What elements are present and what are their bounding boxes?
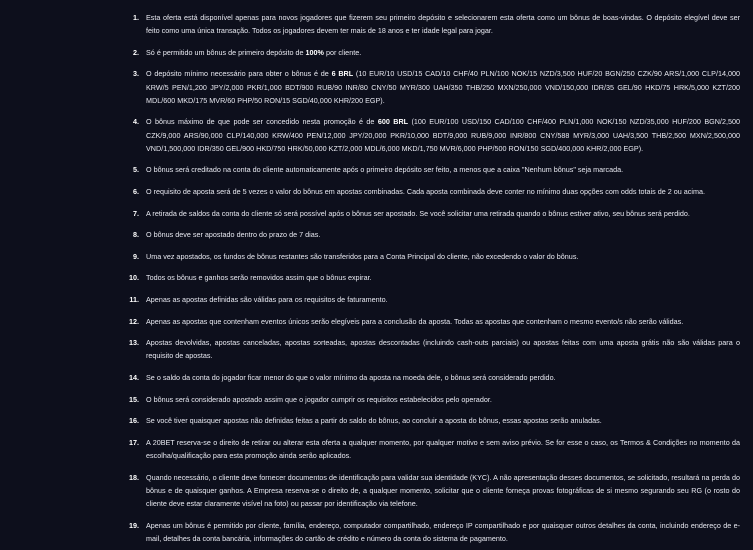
term-text: [146, 250, 740, 263]
term-text-emphasis: 100%: [305, 47, 324, 57]
term-text: [146, 207, 740, 220]
term-item: [0, 293, 753, 306]
term-text-segment: O bônus será considerado apostado assim que o jogador cumprir os requisitos estabelecidos pelo operador.: [146, 394, 492, 404]
term-number: 7.: [132, 208, 139, 218]
term-text-segment: O bônus máximo de que pode ser concedido nesta promoção é de: [146, 117, 378, 127]
term-item: [0, 163, 753, 176]
term-text: [146, 228, 740, 241]
term-text-segment: (10 EUR/10 USD/15 CAD/10 CHF/40 PLN/100 NOK/15 NZD/3,500 HUF/20 BGN/250 CZK/90 ARS/1,000 CLP/14,000 KRW/5 PEN/1,200 JPY/2,000 PKR/1,000 BDT/900 RUB/90 INR/80 CNY/50 MYR/300 UAH/350 THB/250 MXN/250,000 VND/150,000 IDR/35 GEL/90 HKD/75 HRK/5,000 KZT/200 MDL/600 MKD/175 MVR/60 PHP/50 RON/15 SGD/40,000 KHR/200 EGP).: [146, 69, 740, 105]
term-item: [0, 519, 753, 545]
term-number: 10.: [128, 273, 139, 283]
term-item: [0, 336, 753, 362]
term-text-segment: O bônus deve ser apostado dentro do prazo de 7 dias.: [146, 230, 321, 240]
term-text-segment: O requisito de aposta será de 5 vezes o valor do bônus em apostas combinadas. Cada aposta combinada deve conter no mínimo duas opções com odds totais de 2 ou acima.: [146, 186, 706, 196]
term-item: [0, 315, 753, 328]
term-text: [146, 519, 740, 545]
term-number: 5.: [132, 165, 139, 175]
term-text: [146, 471, 740, 511]
term-text: [146, 67, 740, 107]
term-number: 3.: [132, 69, 139, 79]
term-text-emphasis: 600 BRL: [377, 117, 409, 127]
term-text: [146, 393, 740, 406]
term-number: 1.: [132, 13, 139, 22]
term-number: 6.: [132, 186, 139, 196]
term-item: [0, 414, 753, 427]
term-text: [146, 11, 740, 37]
term-text-segment: Quando necessário, o cliente deve fornecer documentos de identificação para validar sua identidade (KYC). A não apresentação desses documentos, se solicitado, resultará na perda do bônus e de quaisquer ganhos. A Empresa reserva-se o direito de, a qualquer momento, solicitar que o cliente forneça provas fotográficas de si mesmo segurando seu RG (o rosto do cliente deve estar claramente visível na foto) ou passar por identificação via telefone.: [146, 472, 740, 508]
term-item: [0, 115, 753, 155]
term-number: 15.: [128, 394, 139, 404]
term-text: [146, 163, 740, 176]
term-item: [0, 46, 753, 59]
term-text: [146, 46, 740, 59]
term-text-segment: por cliente.: [323, 47, 362, 57]
term-text-segment: O bônus será creditado na conta do cliente automaticamente após o primeiro depósito ser feito, a menos que a caixa "Nenhum bônus" seja marcada.: [146, 165, 624, 175]
term-item: [0, 371, 753, 384]
term-number: 8.: [132, 230, 139, 240]
term-text-segment: Esta oferta está disponível apenas para novos jogadores que fizerem seu primeiro depósito e selecionarem esta oferta como um bônus de boas-vindas. O depósito elegível deve ser feito como uma única transação. Todos os jogadores devem ter mais de 18 anos e ter idade legal para jogar.: [146, 13, 740, 36]
term-text-segment: Se o saldo da conta do jogador ficar menor do que o valor mínimo da aposta na moeda dele, o bônus será considerado perdido.: [146, 372, 556, 382]
term-number: 17.: [128, 437, 139, 447]
term-text-segment: Apostas devolvidas, apostas canceladas, apostas sorteadas, apostas descontadas (incluindo cash-outs parciais) ou apostas feitas com uma aposta grátis não são válidas para o requisito de apostas.: [146, 338, 740, 361]
term-item: [0, 393, 753, 406]
term-text-segment: O depósito mínimo necessário para obter o bônus é de: [146, 69, 332, 79]
term-text: [146, 185, 740, 198]
term-text-emphasis: 6 BRL: [331, 69, 354, 79]
term-number: 19.: [128, 520, 139, 530]
term-item: [0, 185, 753, 198]
term-item: [0, 207, 753, 220]
term-number: 12.: [128, 316, 139, 326]
term-text-segment: (100 EUR/100 USD/150 CAD/100 CHF/400 PLN/1,000 NOK/150 NZD/35,000 HUF/200 BGN/2,500 CZK/9,000 ARS/90,000 CLP/140,000 KRW/400 PEN/12,000 JPY/20,000 PKR/10,000 BDT/9,000 RUB/9,000 INR/800 CNY/588 MYR/3,000 UAH/3,500 THB/2,500 MXN/2,500,000 VND/1,500,000 IDR/350 GEL/900 HKD/750 HRK/50,000 KZT/2,000 MDL/6,000 MKD/1,750 MVR/6,000 PHP/500 RON/150 SGD/400,000 KHR/2,000 EGP).: [146, 117, 740, 153]
term-text: [146, 336, 740, 362]
term-text: [146, 436, 740, 462]
term-number: 4.: [132, 117, 139, 127]
term-text: [146, 371, 740, 384]
term-text-segment: Só é permitido um bônus de primeiro depósito de: [146, 47, 306, 57]
term-item: [0, 11, 753, 37]
term-number: 16.: [128, 416, 139, 426]
term-number: 13.: [128, 338, 139, 348]
term-text-segment: Apenas as apostas definidas são válidas para os requisitos de faturamento.: [146, 294, 388, 304]
term-number: 18.: [128, 472, 139, 482]
term-text: [146, 315, 740, 328]
term-number: 11.: [129, 294, 139, 304]
term-item: [0, 228, 753, 241]
term-item: [0, 250, 753, 263]
term-item: [0, 436, 753, 462]
term-number: 14.: [128, 372, 139, 382]
term-item: [0, 271, 753, 284]
term-item: [0, 471, 753, 511]
term-text: [146, 115, 740, 155]
term-text-segment: A 20BET reserva-se o direito de retirar ou alterar esta oferta a qualquer momento, por qualquer motivo e sem aviso prévio. Se for esse o caso, os Termos & Condições no momento da escolha/qualificação para esta promoção ainda serão aplicados.: [146, 437, 740, 460]
term-text-segment: Uma vez apostados, os fundos de bônus restantes são transferidos para a Conta Principal do cliente, não excedendo o valor do bônus.: [146, 251, 579, 261]
term-text-segment: Apenas as apostas que contenham eventos únicos serão elegíveis para a conclusão da aposta. Todas as apostas que contenham o mesmo evento/s não serão válidas.: [146, 316, 684, 326]
term-text-segment: Todos os bônus e ganhos serão removidos assim que o bônus expirar.: [146, 273, 372, 283]
terms-list: [0, 11, 753, 545]
term-text-segment: A retirada de saldos da conta do cliente só será possível após o bônus ser apostado. Se você solicitar uma retirada quando o bônus estiver ativo, seu bônus será perdido.: [146, 208, 690, 218]
term-text: [146, 414, 740, 427]
term-text-segment: Se você tiver quaisquer apostas não definidas feitas a partir do saldo do bônus, ao concluir a aposta do bônus, essas apostas serão anuladas.: [146, 416, 602, 426]
term-text-segment: Apenas um bônus é permitido por cliente, família, endereço, computador compartilhado, endereço IP compartilhado e por quaisquer outros detalhes da conta, incluindo endereço de e-mail, detalhes da conta bancária, informações do cartão de crédito e número da conta do sistema de pagamento.: [146, 520, 740, 543]
term-number: 9.: [132, 251, 139, 261]
term-number: 2.: [132, 47, 139, 57]
term-text: [146, 293, 740, 306]
term-text: [146, 271, 740, 284]
term-item: [0, 67, 753, 107]
